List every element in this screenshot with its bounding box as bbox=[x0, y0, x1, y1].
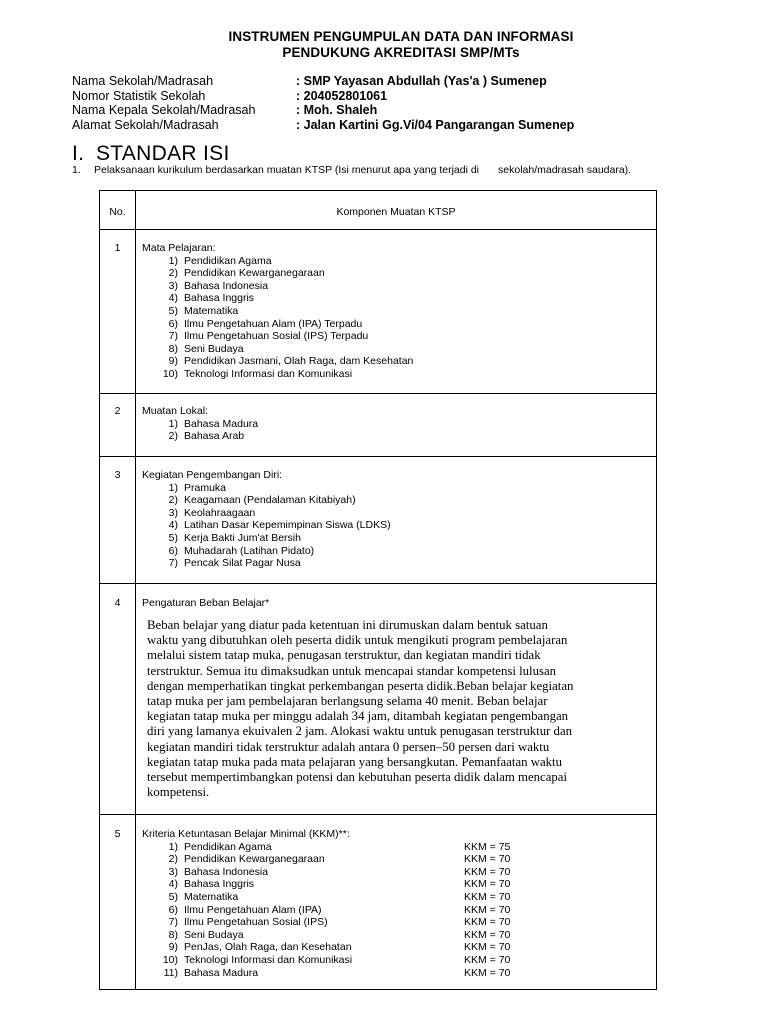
list-item: 2) Pendidikan Kewarganegaraan bbox=[168, 267, 325, 280]
paragraph-line: melalui sistem tatap muka, penugasan terstruktur, dan kegiatan mandiri tidak bbox=[147, 648, 541, 663]
title-line-2: PENDUKUNG AKREDITASI SMP/MTs bbox=[282, 45, 520, 60]
row-heading: Kriteria Ketuntasan Belajar Minimal (KKM)**: bbox=[142, 828, 350, 840]
paragraph-line: kompetensi. bbox=[147, 785, 210, 800]
list-item: 4) Latihan Dasar Kepemimpinan Siswa (LDKS) bbox=[168, 519, 391, 532]
document-title bbox=[0, 29, 768, 61]
list-item: 4) Bahasa Inggris KKM = 70 bbox=[168, 878, 511, 891]
list-item: 2) Keagamaan (Pendalaman Kitabiyah) bbox=[168, 494, 356, 507]
list-item: 3) Bahasa Indonesia bbox=[168, 279, 269, 292]
list-item: 2) Pendidikan Kewarganegaraan KKM = 70 bbox=[168, 853, 511, 866]
activity-list bbox=[142, 482, 642, 570]
kkm-value: KKM = 70 bbox=[464, 928, 511, 941]
kkm-value: KKM = 70 bbox=[464, 916, 511, 929]
study-load-paragraph bbox=[147, 618, 647, 800]
list-item: 1) Pendidikan Agama bbox=[168, 254, 272, 267]
list-item: 1) Pendidikan Agama KKM = 75 bbox=[168, 840, 511, 853]
title-line-1: INSTRUMEN PENGUMPULAN DATA DAN INFORMASI bbox=[228, 29, 574, 44]
header-no: No. bbox=[109, 206, 126, 218]
list-item: 7) Ilmu Pengetahuan Sosial (IPS) Terpadu bbox=[168, 330, 369, 343]
intro-number: 1. bbox=[72, 164, 81, 176]
intro-text-b: sekolah/madrasah saudara). bbox=[498, 164, 632, 176]
identity-value: : Jalan Kartini Gg.Vi/04 Pangarangan Sumenep bbox=[296, 117, 575, 132]
list-item: 7) Ilmu Pengetahuan Sosial (IPS) KKM = 70 bbox=[168, 916, 511, 929]
kkm-value: KKM = 70 bbox=[464, 966, 511, 979]
identity-row bbox=[72, 89, 574, 104]
row-number: 3 bbox=[114, 469, 121, 481]
paragraph-line: kegiatan mandiri tidak terstruktur adalah antara 0 persen–50 persen dari waktu bbox=[147, 739, 550, 754]
list-item: 6) Ilmu Pengetahuan Alam (IPA) Terpadu bbox=[168, 317, 363, 330]
school-identity bbox=[72, 74, 574, 132]
intro-line bbox=[72, 164, 631, 177]
local-list bbox=[142, 418, 642, 443]
row-kkm bbox=[142, 828, 642, 979]
kkm-value: KKM = 70 bbox=[464, 903, 511, 916]
kkm-value: KKM = 70 bbox=[464, 890, 511, 903]
row-heading: Muatan Lokal: bbox=[142, 405, 208, 417]
paragraph-line: tatap muka per jam pembelajaran berlangsung selama 40 menit. Beban belajar bbox=[147, 694, 548, 709]
paragraph-line: kegiatan tatap muka per minggu adalah 34 jam, ditambah kegiatan pengembangan bbox=[147, 709, 569, 724]
row-heading: Pengaturan Beban Belajar* bbox=[142, 597, 270, 609]
kkm-value: KKM = 70 bbox=[464, 878, 511, 891]
paragraph-line: waktu yang dibutuhkan oleh peserta didik untuk mengikuti program pembelajaran bbox=[147, 633, 568, 648]
intro-text-a: Pelaksanaan kurikulum berdasarkan muatan KTSP (Isi menurut apa yang terjadi di bbox=[94, 164, 480, 176]
identity-label: Nama Kepala Sekolah/Madrasah bbox=[72, 103, 256, 117]
paragraph-line: terstruktur. Semua itu dimaksudkan untuk mencapai standar kompetensi lulusan bbox=[147, 663, 557, 678]
list-item: 8) Seni Budaya bbox=[168, 342, 244, 355]
row-divider bbox=[100, 393, 656, 394]
list-item: 5) Kerja Bakti Jum'at Bersih bbox=[168, 531, 301, 544]
list-item: 7) Pencak Silat Pagar Nusa bbox=[168, 557, 301, 570]
paragraph-line: dengan memperhatikan tingkat perkembangan peserta didik.Beban belajar kegiatan bbox=[147, 678, 574, 693]
row-divider bbox=[100, 229, 656, 230]
list-item: 11) Bahasa Madura KKM = 70 bbox=[163, 966, 511, 979]
ktsp-table bbox=[99, 190, 657, 990]
list-item: 9) Pendidikan Jasmani, Olah Raga, dam Kesehatan bbox=[168, 355, 414, 368]
paragraph-line: kegiatan tatap muka pada mata pelajaran yang bersangkutan. Pemanfaatan waktu bbox=[147, 754, 563, 769]
kkm-value: KKM = 70 bbox=[464, 865, 511, 878]
row-number: 4 bbox=[114, 597, 121, 609]
identity-row bbox=[72, 74, 574, 89]
identity-label: Nomor Statistik Sekolah bbox=[72, 88, 206, 103]
identity-value: : 204052801061 bbox=[296, 88, 388, 103]
kkm-value: KKM = 75 bbox=[464, 840, 511, 853]
identity-label: Nama Sekolah/Madrasah bbox=[72, 74, 214, 88]
subject-list bbox=[142, 255, 642, 381]
list-item: 5) Matematika bbox=[168, 304, 239, 317]
kkm-value: KKM = 70 bbox=[464, 953, 511, 966]
list-item: 10) Teknologi Informasi dan Komunikasi bbox=[162, 367, 353, 380]
row-local-content bbox=[142, 405, 642, 443]
list-item: 3) Bahasa Indonesia KKM = 70 bbox=[168, 865, 511, 878]
row-self-development bbox=[142, 469, 642, 570]
identity-value: : Moh. Shaleh bbox=[296, 103, 378, 117]
list-item: 2) Bahasa Arab bbox=[168, 430, 245, 443]
row-divider bbox=[100, 814, 656, 815]
row-divider bbox=[100, 456, 656, 457]
kkm-list bbox=[142, 841, 642, 980]
section-number: I. bbox=[72, 142, 85, 165]
kkm-value: KKM = 70 bbox=[464, 853, 511, 866]
list-item: 8) Seni Budaya KKM = 70 bbox=[168, 928, 511, 941]
paragraph-line: Beban belajar yang diatur pada ketentuan ini dirumuskan dalam bentuk satuan bbox=[147, 618, 548, 632]
row-number: 2 bbox=[114, 405, 121, 417]
list-item: 1) Bahasa Madura bbox=[168, 417, 259, 430]
row-heading: Kegiatan Pengembangan Diri: bbox=[142, 469, 283, 481]
list-item: 6) Muhadarah (Latihan Pidato) bbox=[168, 544, 315, 557]
list-item: 5) Matematika KKM = 70 bbox=[168, 890, 511, 903]
identity-value: : SMP Yayasan Abdullah (Yas'a ) Sumenep bbox=[296, 74, 547, 88]
section-heading bbox=[72, 142, 230, 166]
paragraph-line: tersebut mempertimbangkan potensi dan kebutuhan peserta didik dalam mencapai bbox=[147, 770, 568, 785]
section-title: STANDAR ISI bbox=[96, 142, 230, 165]
list-item: 4) Bahasa Inggris bbox=[168, 292, 255, 305]
list-item: 10) Teknologi Informasi dan Komunikasi KKM = 70 bbox=[162, 953, 511, 966]
paragraph-line: diri yang lamanya ekuivalen 2 jam. Alokasi waktu untuk penugasan terstruktur dan bbox=[147, 724, 573, 739]
row-divider bbox=[100, 583, 656, 584]
row-number: 1 bbox=[114, 242, 121, 254]
kkm-value: KKM = 70 bbox=[464, 941, 511, 954]
list-item: 6) Ilmu Pengetahuan Alam (IPA) KKM = 70 bbox=[168, 903, 511, 916]
column-divider bbox=[135, 191, 136, 989]
row-number: 5 bbox=[114, 828, 121, 840]
identity-row bbox=[72, 118, 574, 133]
list-item: 9) PenJas, Olah Raga, dan Kesehatan KKM = 70 bbox=[168, 941, 511, 954]
header-component: Komponen Muatan KTSP bbox=[336, 206, 456, 218]
list-item: 3) Keolahraagaan bbox=[168, 506, 256, 519]
identity-row bbox=[72, 103, 574, 118]
list-item: 1) Pramuka bbox=[168, 481, 227, 494]
identity-label: Alamat Sekolah/Madrasah bbox=[72, 117, 219, 132]
row-heading: Mata Pelajaran: bbox=[142, 242, 216, 254]
row-subjects bbox=[142, 242, 642, 381]
